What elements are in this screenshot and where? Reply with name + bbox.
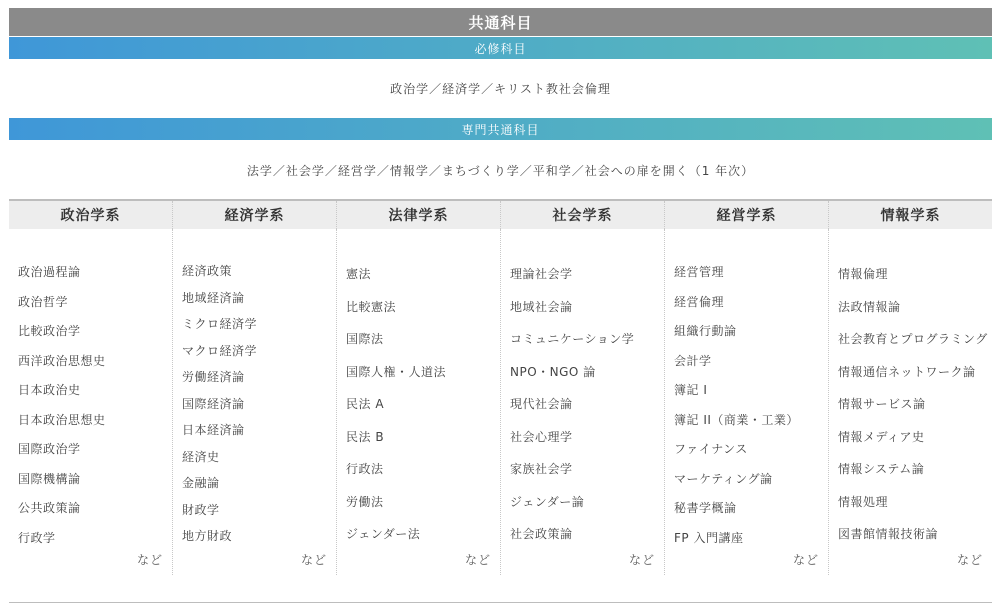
specialized-subjects-label: 専門共通科目 (461, 122, 540, 137)
subject-item: ファイナンス (674, 442, 748, 456)
bottom-divider (9, 602, 992, 603)
subject-item: ジェンダー法 (346, 527, 421, 541)
field-header-economics: 経済学系 (173, 201, 337, 229)
field-header-politics: 政治学系 (9, 201, 173, 229)
etc-label: など (300, 553, 327, 567)
subject-item: 社会教育とプログラミング (838, 332, 988, 346)
field-header-row (9, 199, 992, 229)
subject-item: 経営倫理 (674, 294, 725, 309)
subject-item: 日本政治思想史 (18, 412, 106, 427)
field-column-economics (173, 229, 337, 575)
subject-item: 情報処理 (838, 494, 889, 509)
subject-item: ミクロ経済学 (182, 317, 258, 331)
subject-item: 経済政策 (182, 264, 233, 278)
subject-item: 政治過程論 (18, 265, 81, 279)
field-header-informatics: 情報学系 (880, 208, 941, 224)
subject-item: 民法 A (346, 397, 385, 411)
subject-item: 組織行動論 (674, 324, 737, 338)
subject-item: 労働法 (346, 494, 384, 509)
subject-list (501, 229, 664, 551)
subject-item: 法政情報論 (838, 299, 901, 314)
field-columns (9, 229, 992, 575)
subject-item: 国際機構論 (18, 471, 81, 486)
subject-item: 図書館情報技術論 (838, 527, 939, 541)
common-subjects-title: 共通科目 (468, 13, 533, 32)
subject-item: 社会政策論 (510, 527, 573, 541)
subject-item: 行政学 (18, 530, 56, 545)
subject-item: 情報システム論 (838, 462, 925, 476)
subject-item: 日本経済論 (182, 423, 245, 437)
subject-list (829, 229, 992, 551)
subject-item: 経済史 (182, 449, 220, 464)
specialized-subjects-list: 法学／社会学／経営学／情報学／まちづくり学／平和学／社会への扉を開く（1 年次） (246, 164, 755, 178)
subject-item: 地域経済論 (182, 290, 245, 305)
subject-item: 国際経済論 (182, 396, 245, 411)
subject-item: 憲法 (346, 267, 372, 281)
subject-item: NPO・NGO 論 (510, 364, 596, 379)
subject-item: 秘書学概論 (674, 501, 737, 515)
subject-item: 会計学 (674, 353, 712, 368)
subject-item: 簿記 II（商業・工業） (674, 412, 799, 427)
subject-item: 国際法 (346, 332, 384, 346)
subject-item: 家族社会学 (510, 462, 573, 476)
subject-item: マクロ経済学 (182, 343, 258, 358)
field-column-politics (9, 229, 173, 575)
etc-label: など (464, 553, 491, 567)
subject-item: 情報通信ネットワーク論 (838, 364, 976, 379)
subject-item: 現代社会論 (510, 397, 573, 411)
subject-item: 金融論 (182, 476, 220, 490)
subject-item: 情報倫理 (838, 267, 889, 281)
field-column-informatics (829, 229, 992, 575)
etc-label: など (628, 553, 655, 567)
subject-list (337, 229, 500, 551)
subject-list (173, 229, 336, 550)
subject-list (9, 229, 172, 553)
subject-item: 経営管理 (674, 265, 725, 279)
subject-item: 理論社会学 (510, 267, 573, 281)
subject-item: ジェンダー論 (510, 494, 585, 509)
field-header-business: 経営学系 (665, 201, 829, 229)
field-column-law (337, 229, 501, 575)
etc-label: など (136, 553, 163, 567)
subject-item: 情報サービス論 (838, 397, 926, 411)
subject-item: 国際人権・人道法 (346, 364, 447, 379)
subject-item: 比較政治学 (18, 324, 81, 338)
subject-item: 労働経済論 (182, 370, 245, 384)
etc-label: など (956, 553, 983, 567)
subject-item: 簿記 I (674, 383, 708, 397)
subject-item: 社会心理学 (510, 429, 573, 444)
subject-item: 公共政策論 (18, 501, 81, 515)
subject-list (665, 229, 828, 553)
subject-item: 財政学 (182, 502, 220, 517)
subject-item: 比較憲法 (346, 299, 397, 314)
field-column-business (665, 229, 829, 575)
subject-item: FP 入門講座 (674, 530, 744, 545)
subject-item: 政治哲学 (18, 294, 69, 309)
subject-item: 行政法 (346, 462, 384, 476)
field-header-sociology: 社会学系 (501, 201, 665, 229)
subject-item: 地域社会論 (510, 299, 573, 314)
specialized-subjects-bar (9, 118, 992, 140)
subject-item: 国際政治学 (18, 442, 81, 456)
etc-label: など (792, 553, 819, 567)
subject-item: 地方財政 (182, 529, 233, 543)
required-subjects-list: 政治学／経済学／キリスト教社会倫理 (390, 82, 611, 96)
subject-item: 日本政治史 (18, 383, 81, 397)
field-column-sociology (501, 229, 665, 575)
required-subjects-bar (9, 37, 992, 59)
required-subjects-label: 必修科目 (474, 41, 527, 56)
subject-item: 民法 B (346, 429, 385, 444)
subject-item: マーケティング論 (674, 471, 773, 486)
subject-item: 西洋政治思想史 (18, 353, 106, 368)
common-subjects-header (9, 8, 992, 36)
subject-item: コミュニケーション学 (510, 332, 635, 346)
subject-item: 情報メディア史 (838, 429, 925, 444)
field-header-law: 法律学系 (337, 201, 501, 229)
